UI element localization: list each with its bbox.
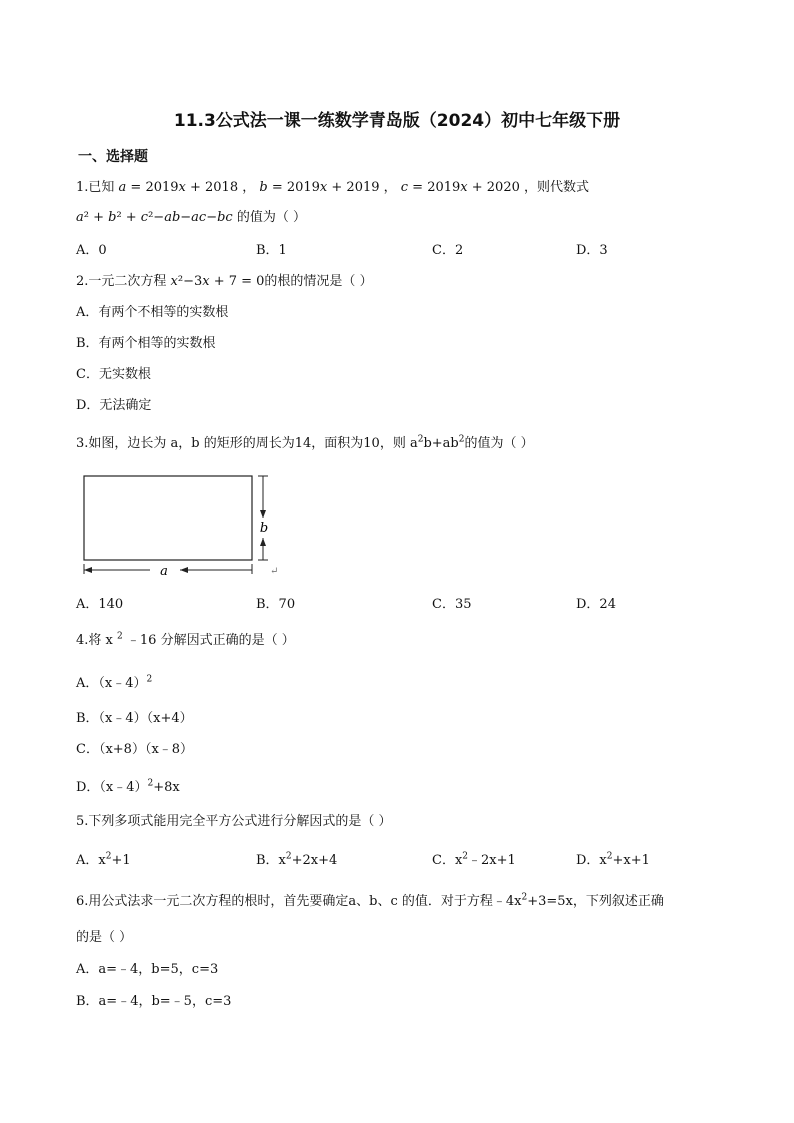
question-5-option-c-text-2: ﹣2x+1 <box>468 853 516 868</box>
question-4-option-b: B．（x﹣4）（x+4） <box>76 711 193 726</box>
question-6-text-part-1: 6.用公式法求一元二次方程的根时，首先要确定a、b、c 的值．对于方程﹣4x <box>76 894 522 909</box>
rectangle-figure <box>76 470 286 582</box>
question-5-option-d-superscript: 2 <box>606 851 613 862</box>
question-3-superscript-2: 2 <box>458 434 465 445</box>
question-4-option-d <box>76 776 180 795</box>
arrow-up-icon <box>260 538 266 546</box>
question-1-option-d: D．3 <box>576 243 608 258</box>
label-a: a <box>160 564 168 579</box>
question-4-option-a-superscript: 2 <box>146 674 153 685</box>
question-5-option-c <box>432 849 516 868</box>
question-3-option-c: C．35 <box>432 597 472 612</box>
question-3-text-part-1: 3.如图，边长为 a，b 的矩形的周长为14，面积为10，则 a <box>76 436 418 451</box>
question-6-option-a: A．a=﹣4，b=5，c=3 <box>76 962 219 977</box>
question-5-option-d-text-2: +x+1 <box>612 853 650 868</box>
question-4-option-c: C．（x+8）（x﹣8） <box>76 742 194 757</box>
rectangle-shape <box>84 476 252 560</box>
question-1-option-c: C．2 <box>432 243 464 258</box>
question-2-option-b: B．有两个相等的实数根 <box>76 336 216 351</box>
question-4-option-d-text-1: D．（x﹣4） <box>76 780 148 795</box>
question-5-option-c-superscript: 2 <box>462 851 469 862</box>
question-3-text-part-2: b+ab <box>423 436 459 451</box>
question-2-text: 2.一元二次方程 𝑥²−3𝑥 + 7 = 0的根的情况是（ ） <box>76 274 373 289</box>
question-4-text <box>76 629 295 648</box>
question-4-option-a <box>76 672 152 691</box>
arrow-left-icon <box>180 567 188 573</box>
question-6-text-line-2: 的是（ ） <box>76 930 133 945</box>
question-5-text: 5.下列多项式能用完全平方公式进行分解因式的是（ ） <box>76 814 392 829</box>
question-5-option-a-text-1: A．x <box>76 853 106 868</box>
section-heading: 一、选择题 <box>78 149 148 165</box>
question-1-option-a: A．0 <box>76 243 107 258</box>
question-5-option-c-text-1: C．x <box>432 853 463 868</box>
question-5-option-a-text-2: +1 <box>111 853 131 868</box>
question-4-text-part-1: 4.将 x <box>76 633 113 648</box>
label-b: b <box>259 521 269 536</box>
question-2-option-a: A．有两个不相等的实数根 <box>76 305 229 320</box>
question-2-option-d: D．无法确定 <box>76 398 152 413</box>
arrow-down-icon <box>260 510 266 518</box>
question-1-option-b: B．1 <box>256 243 287 258</box>
question-3-text <box>76 432 534 451</box>
question-4-superscript: 2 <box>117 631 123 642</box>
question-6-text <box>76 890 664 909</box>
question-1-text: 1.已知 𝑎 = 2019𝑥 + 2018 ， 𝑏 = 2019𝑥 + 2019 ， 𝑐 = 2019𝑥 + 2020 ，则代数式 <box>76 180 589 195</box>
question-5-option-b-text-2: +2x+4 <box>291 853 338 868</box>
question-3-superscript-1: 2 <box>417 434 424 445</box>
question-6-text-part-2: +3=5x，下列叙述正确 <box>527 894 664 909</box>
question-5-option-b-superscript: 2 <box>285 851 292 862</box>
question-3-option-d: D．24 <box>576 597 616 612</box>
question-3-option-b: B．70 <box>256 597 296 612</box>
question-5-option-d-text-1: D．x <box>576 853 607 868</box>
question-6-superscript: 2 <box>521 892 528 903</box>
question-4-option-d-superscript: 2 <box>147 778 154 789</box>
question-4-option-d-text-2: +8x <box>153 780 180 795</box>
question-4-option-a-text: A．（x﹣4） <box>76 676 147 691</box>
question-4-text-part-2: ﹣16 分解因式正确的是（ ） <box>126 633 295 648</box>
arrow-left-icon <box>84 567 92 573</box>
paragraph-mark: ↵ <box>270 566 279 577</box>
question-3-option-a: A．140 <box>76 597 124 612</box>
question-5-option-b-text-1: B．x <box>256 853 286 868</box>
question-5-option-a <box>76 849 131 868</box>
question-3-text-part-3: 的值为（ ） <box>464 436 534 451</box>
question-5-option-d <box>576 849 650 868</box>
page-title: 11.3公式法一课一练数学青岛版（2024）初中七年级下册 <box>173 111 621 131</box>
question-2-option-c: C．无实数根 <box>76 367 151 382</box>
question-6-option-b: B．a=﹣4，b=﹣5，c=3 <box>76 994 232 1009</box>
question-1-expression: 𝑎² + 𝑏² + 𝑐²−𝑎𝑏−𝑎𝑐−𝑏𝑐 的值为（ ） <box>76 210 306 225</box>
question-5-option-a-superscript: 2 <box>105 851 112 862</box>
question-5-option-b <box>256 849 337 868</box>
